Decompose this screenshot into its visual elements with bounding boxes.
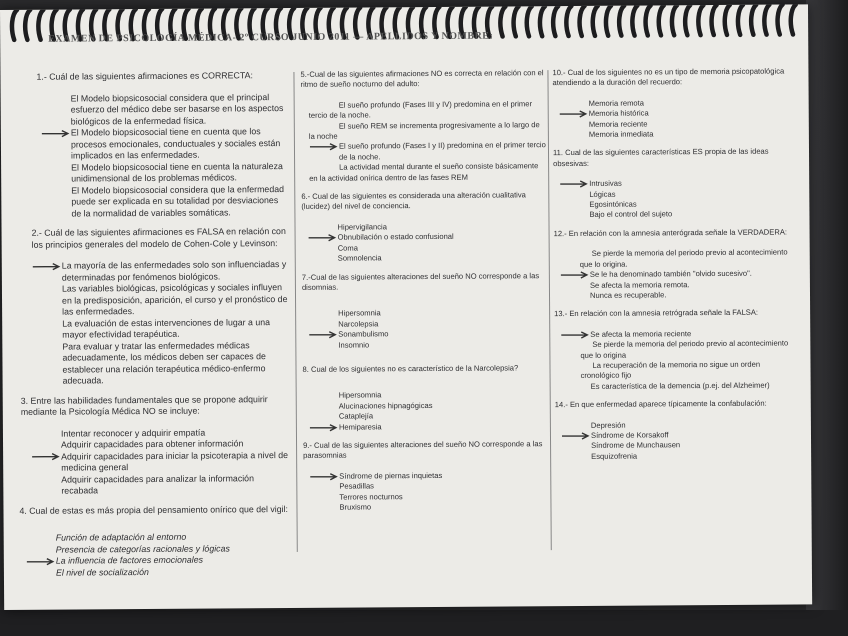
spiral-coil	[791, 4, 796, 34]
column-divider-1	[293, 72, 297, 552]
q12-option-c: Se afecta la memoria remota.	[589, 279, 690, 290]
question-13: 13.- En relación con la amnesia retrógrada señale la FALSA:	[554, 308, 759, 319]
hand-drawn-arrow-icon	[559, 110, 589, 118]
q10-option-b-text: Memoria histórica	[588, 108, 649, 119]
q3-option-d: Adquirir capacidades para analizar la información recabada	[61, 472, 254, 496]
q8-option-b: Alucinaciones hipnagógicas	[338, 400, 433, 411]
spiral-coil	[579, 6, 584, 36]
q5-option-d: La actividad mental durante el sueño consiste básicamente en la actividad onírica dentro de las fases REM	[309, 161, 539, 183]
q6-option-d: Somnolencia	[337, 253, 382, 263]
q9-option-a-text: Síndrome de piernas inquietas	[339, 470, 443, 481]
q7-option-d: Insomnio	[338, 339, 370, 350]
q14-option-c: Síndrome de Munchausen	[591, 440, 681, 451]
spiral-coil	[645, 5, 650, 35]
question-1: 1.- Cuál de las siguientes afirmaciones es CORRECTA:	[36, 70, 253, 82]
q9-option-d: Bruxismo	[339, 502, 372, 512]
q7-option-c-text: Sonambulismo	[338, 329, 389, 339]
spiral-coil	[38, 10, 43, 40]
question-9: 9.- Cual de las siguientes alteraciones del sueño NO corresponde a las parasomnias	[303, 439, 543, 461]
hand-drawn-arrow-icon	[560, 271, 590, 279]
q4-option-d: El nivel de socialización	[55, 566, 149, 578]
q8-option-d-text: Hemiparesia	[338, 421, 382, 432]
q11-option-a-text: Intrusivas	[589, 178, 622, 189]
q7-option-a: Hipersomnia	[338, 308, 381, 318]
q6-option-a: Hipervigilancia	[337, 222, 387, 232]
spiral-coil	[540, 6, 545, 36]
hand-drawn-arrow-icon	[308, 331, 338, 339]
q8-option-c: Cataplejía	[338, 411, 374, 421]
q10-option-d: Memoria inmediata	[588, 129, 654, 139]
q2-option-c: La evaluación de estas intervenciones de lugar a una mayor efectividad terapéutica.	[62, 316, 271, 340]
spiral-coil	[711, 5, 716, 35]
q5-option-b: El sueño REM se incrementa progresivamente a lo largo de la noche	[308, 119, 540, 141]
q14-option-b-text: Síndrome de Korsakoff	[590, 430, 669, 440]
page-header: EXAMEN DE PSICOLOGÍA MÉDICA- 2º CURSO JUNIO 2011 — APELLIDOS Y NOMBRE:	[48, 30, 494, 45]
table-background-right	[806, 0, 848, 636]
question-6: 6.- Cual de las siguientes es considerada una alteración cualitativa (lucidez) del nivel de conciencia.	[301, 190, 526, 212]
q11-option-b: Lógicas	[589, 189, 616, 199]
q12-option-a: Se pierde la memoria del periodo previo al acontecimiento que lo origina.	[579, 247, 788, 269]
spiral-coil	[25, 10, 30, 40]
question-5: 5.-Cual de las siguientes afirmaciones NO es correcta en relación con el ritmo de sueño nocturno del adulto:	[300, 68, 544, 90]
q2-option-b: Las variables biológicas, psicológicas y sociales influyen en la predisposición, aparición, el curso y el pronóstico de las enfermedades.	[61, 282, 288, 317]
q13-option-a-text: Se afecta la memoria reciente	[590, 328, 692, 339]
hand-drawn-arrow-icon	[309, 423, 339, 431]
column-2	[300, 68, 549, 513]
hand-drawn-arrow-icon	[26, 557, 56, 565]
question-8: 8. Cual de los siguientes no es característico de la Narcolepsia?	[302, 363, 519, 374]
q2-option-a	[16, 259, 288, 284]
q3-option-a: Intentar reconocer y adquirir empatía	[60, 427, 206, 439]
spiral-coil	[619, 6, 624, 36]
hand-drawn-arrow-icon	[41, 129, 71, 137]
q3-option-c-text: Adquirir capacidades para iniciar la psicoterapia a nivel de medicina general	[61, 449, 289, 473]
question-2: 2.- Cuál de las siguientes afirmaciones es FALSA en relación con los principios generales del modelo de Cohen-Cole y Levinson:	[31, 226, 286, 250]
q1-option-c: El Modelo biopsicosocial tiene en cuenta la naturaleza unidimensional de los problemas médicos.	[71, 160, 283, 184]
spiral-coil	[672, 5, 677, 35]
q12-option-b-text: Se le ha denominado también "olvido sucesivo".	[589, 268, 752, 279]
q7-option-b: Narcolepsia	[338, 319, 379, 329]
q10-option-a: Memoria remota	[588, 98, 644, 108]
q3-option-b: Adquirir capacidades para obtener información	[61, 438, 244, 450]
column-3	[552, 66, 801, 462]
spiral-coil	[593, 6, 598, 36]
question-12: 12.- En relación con la amnesia anterógrada señale la VERDADERA:	[553, 227, 788, 239]
q1-option-a: El Modelo biopsicosocial considera que el principal esfuerzo del médico debe ser basarse en los aspectos biológicos de la enfermedad física.	[70, 91, 284, 127]
q12-option-d: Nunca es recuperable.	[589, 290, 667, 300]
q2-option-d: Para evaluar y tratar las enfermedades médicas adecuadamente, los médicos deben ser capaces de establecer una relación terapéutica médico-enfermo adecuada.	[62, 339, 266, 386]
spiral-coil	[12, 10, 17, 40]
table-background-bottom	[0, 610, 848, 636]
q11-option-d: Bajo el control del sujeto	[589, 209, 673, 220]
q13-option-c: La recuperación de la memoria no sigue un orden cronológico fijo	[580, 359, 761, 381]
question-4: 4. Cual de estas es más propia del pensamiento onírico que del vigil:	[19, 503, 288, 516]
q9-option-b: Pesadillas	[339, 481, 374, 491]
spiral-coil	[606, 6, 611, 36]
spiral-coil	[777, 5, 782, 35]
hand-drawn-arrow-icon	[32, 262, 62, 270]
spiral-coil	[725, 5, 730, 35]
spiral-coil	[500, 6, 505, 36]
q4-option-b: Presencia de categorías racionales y lógicas	[55, 542, 230, 555]
spiral-coil	[566, 6, 571, 36]
q3-option-c	[17, 449, 289, 474]
q14-option-d: Esquizofrenia	[591, 451, 638, 461]
hand-drawn-arrow-icon	[309, 143, 339, 151]
q6-option-b-text: Obnubilación o estado confusional	[337, 232, 454, 242]
q8-option-a: Hipersomnia	[338, 390, 382, 400]
q4-option-a: Función de adaptación al entorno	[55, 531, 187, 543]
q10-option-c: Memoria reciente	[588, 119, 648, 129]
q4-option-c-text: La influencia de factores emocionales	[55, 554, 204, 566]
question-7: 7.-Cual de las siguientes alteraciones del sueño NO corresponde a las disomnias.	[301, 270, 540, 292]
question-3: 3. Entre las habilidades fundamentales que se propone adquirir mediante la Psicología Médica NO se incluye:	[20, 393, 268, 417]
hand-drawn-arrow-icon	[559, 180, 589, 188]
spiral-coil	[738, 5, 743, 35]
spiral-coil	[685, 5, 690, 35]
hand-drawn-arrow-icon	[560, 331, 590, 339]
spiral-coil	[659, 5, 664, 35]
question-10: 10.- Cual de los siguientes no es un tipo de memoria psicopatológica atendiendo a la duración del recuerdo:	[552, 66, 785, 88]
question-14: 14.- En que enfermedad aparece típicamente la confabulación:	[554, 398, 767, 410]
q11-option-c: Egosintónicas	[589, 199, 637, 209]
q2-option-a-text: La mayoría de las enfermedades solo son influenciadas y determinadas por fenómenos biológicos.	[61, 259, 287, 283]
exam-page	[0, 4, 812, 610]
q14-option-a: Depresión	[590, 420, 626, 430]
q13-option-d: Es característica de la demencia (p.ej. del Alzheimer)	[590, 380, 770, 391]
q13-option-b: Se pierde la memoria del periodo previo al acontecimiento que lo origina	[580, 338, 789, 360]
spiral-coil	[698, 5, 703, 35]
q1-option-b	[15, 126, 287, 162]
question-11: 11. Cual de las siguientes características ES propia de las ideas obsesivas:	[552, 147, 769, 168]
q5-option-c-text: El sueño profundo (Fases I y II) predomina en el primer tercio de la noche.	[338, 140, 546, 162]
spiral-coil	[751, 5, 756, 35]
q5-option-c	[301, 141, 547, 164]
q5-option-a: El sueño profundo (Fases III y IV) predomina en el primer tercio de la noche.	[308, 99, 533, 121]
spiral-coil	[553, 6, 558, 36]
q6-option-c: Coma	[337, 243, 358, 253]
column-1	[14, 70, 290, 579]
q9-option-c: Terrores nocturnos	[339, 491, 403, 502]
hand-drawn-arrow-icon	[309, 472, 339, 480]
q1-option-d: El Modelo biopsicosocial considera que la enfermedad puede ser explicada en su totalidad por desviaciones de la normalidad de variables somáticas.	[71, 183, 285, 219]
spiral-coil	[764, 5, 769, 35]
hand-drawn-arrow-icon	[561, 432, 591, 440]
spiral-coil	[527, 6, 532, 36]
q1-option-b-text: El Modelo biopsicosocial tiene en cuenta que los procesos emocionales, conductuales y sociales están implicados en las enfermedades.	[70, 126, 281, 161]
hand-drawn-arrow-icon	[31, 453, 61, 461]
spiral-coil	[513, 6, 518, 36]
hand-drawn-arrow-icon	[308, 234, 338, 242]
spiral-coil	[632, 6, 637, 36]
